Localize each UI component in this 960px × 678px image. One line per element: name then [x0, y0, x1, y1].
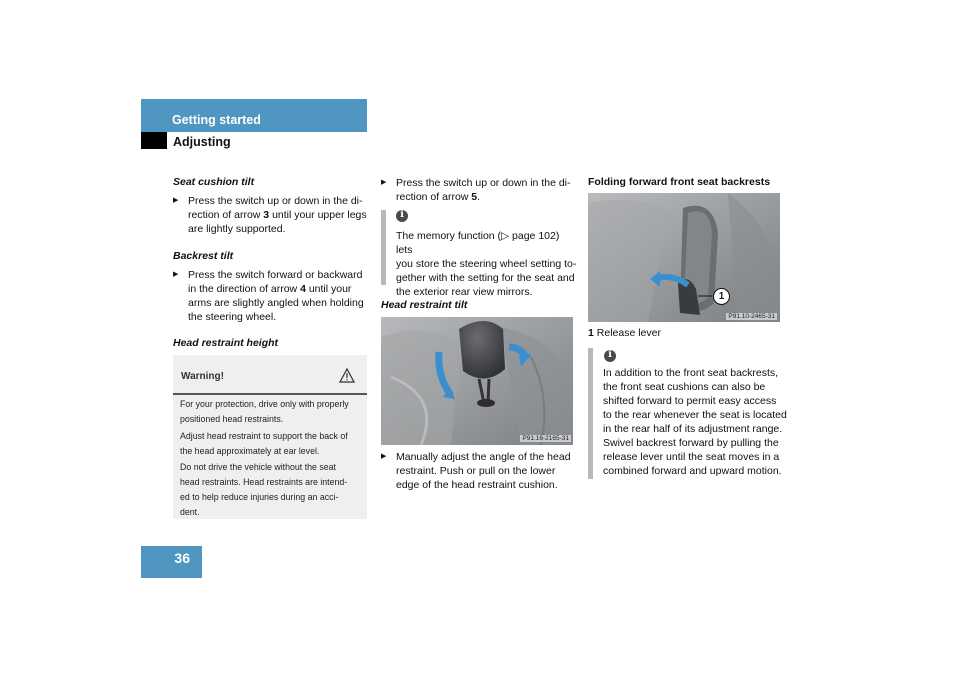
text-line: rection of arrow: [188, 209, 261, 221]
text-line: the exterior rear view mirrors.: [396, 286, 533, 298]
text-line: shifted forward to permit easy access: [603, 395, 777, 407]
step-head-restraint-tilt: [381, 450, 591, 492]
figure-head-restraint-tilt: [381, 317, 573, 445]
legend-text: Release lever: [596, 327, 661, 339]
head-restraint-illustration: [381, 317, 573, 445]
figure-code: P91.16-2165-31: [522, 435, 569, 442]
text-line: edge of the head restraint cushion.: [396, 479, 558, 491]
heading-folding-backrests: Folding forward front seat backrests: [588, 176, 771, 188]
text-line: the head approximately at ear level.: [180, 446, 320, 456]
text-line: are lightly supported.: [188, 223, 286, 235]
section-title: Getting started: [172, 113, 261, 127]
figure-legend: [588, 326, 661, 340]
text-line: in the direction of arrow: [188, 283, 298, 295]
warning-box: [173, 355, 367, 519]
arrow-number: 5: [471, 191, 478, 203]
callout-number: 1: [713, 288, 730, 305]
warning-divider: [173, 393, 367, 395]
arrow-number: 4: [300, 283, 306, 295]
text-line: head restraints. Head restraints are intend-: [180, 477, 348, 487]
legend-number: 1: [588, 327, 594, 339]
warning-paragraph-1: [180, 397, 364, 427]
info-icon: [604, 350, 616, 362]
text-line: For your protection, drive only with properly: [180, 399, 349, 409]
text-line: rection of arrow: [396, 191, 469, 203]
heading-head-restraint-height: Head restraint height: [173, 337, 279, 349]
page-number-box: [141, 546, 202, 578]
subsection-title: Adjusting: [173, 135, 231, 149]
heading-head-restraint-tilt: Head restraint tilt: [381, 299, 468, 311]
text-line: Press the switch forward or backward: [188, 269, 363, 281]
text-line: dent.: [180, 507, 200, 517]
text-line: the front seat cushions can also be: [603, 381, 766, 393]
text-line: page 102) lets: [396, 230, 560, 256]
warning-paragraph-2: [180, 429, 364, 459]
text-line: Press the switch up or down in the di-: [396, 177, 571, 189]
page-number: 36: [174, 550, 190, 566]
note-bar: [381, 210, 386, 285]
text-line: the steering wheel.: [188, 311, 277, 323]
warning-title: Warning!: [181, 371, 224, 382]
text-line: Press the switch up or down in the di-: [188, 195, 363, 207]
text-line: release lever until the seat moves in a: [603, 451, 780, 463]
text-line: ed to help reduce injuries during an acci-: [180, 492, 339, 502]
warning-triangle-icon: [339, 368, 355, 383]
text-line: restraint. Push or pull on the lower: [396, 465, 556, 477]
note-bar: [588, 348, 593, 479]
figure-folding-backrest: [588, 193, 780, 322]
text-line: you store the steering wheel setting to-: [396, 258, 577, 270]
seat-release-illustration: [588, 193, 780, 322]
heading-backrest-tilt: Backrest tilt: [173, 250, 234, 262]
section-header: [141, 99, 367, 132]
text-line: until your: [308, 283, 352, 295]
text-line: In addition to the front seat backrests,: [603, 367, 779, 379]
heading-seat-cushion-tilt: Seat cushion tilt: [173, 176, 255, 188]
step-seat-cushion-tilt: [173, 194, 383, 236]
text-line: .: [477, 191, 481, 203]
text-line: Manually adjust the angle of the head: [396, 451, 571, 463]
text-line: in the rear half of its adjustment range.: [603, 423, 783, 435]
text-line: Do not drive the vehicle without the seat: [180, 462, 336, 472]
note-memory-function: [396, 229, 578, 299]
text-line: combined forward and upward motion.: [603, 465, 782, 477]
text-line: Adjust head restraint to support the back of: [180, 431, 348, 441]
text-line: Swivel backrest forward by pulling the: [603, 437, 779, 449]
info-icon: [396, 210, 408, 222]
text-line: arms are slightly angled when holding: [188, 297, 364, 309]
page-ref-arrow: ▷: [501, 230, 510, 242]
section-tab-marker: [141, 132, 167, 149]
note-seat-cushions: [603, 366, 788, 478]
text-line: positioned head restraints.: [180, 414, 284, 424]
text-line: until your upper legs: [272, 209, 367, 221]
figure-code: P91.10-2465-31: [728, 313, 775, 320]
warning-paragraph-3: [180, 460, 364, 520]
step-backrest-tilt: [173, 268, 383, 324]
text-line: The memory function (: [396, 230, 502, 242]
text-line: gether with the setting for the seat and: [396, 272, 575, 284]
step-steering-column: [381, 176, 591, 204]
text-line: to the rear whenever the seat is located: [603, 409, 787, 421]
arrow-number: 3: [263, 209, 270, 221]
